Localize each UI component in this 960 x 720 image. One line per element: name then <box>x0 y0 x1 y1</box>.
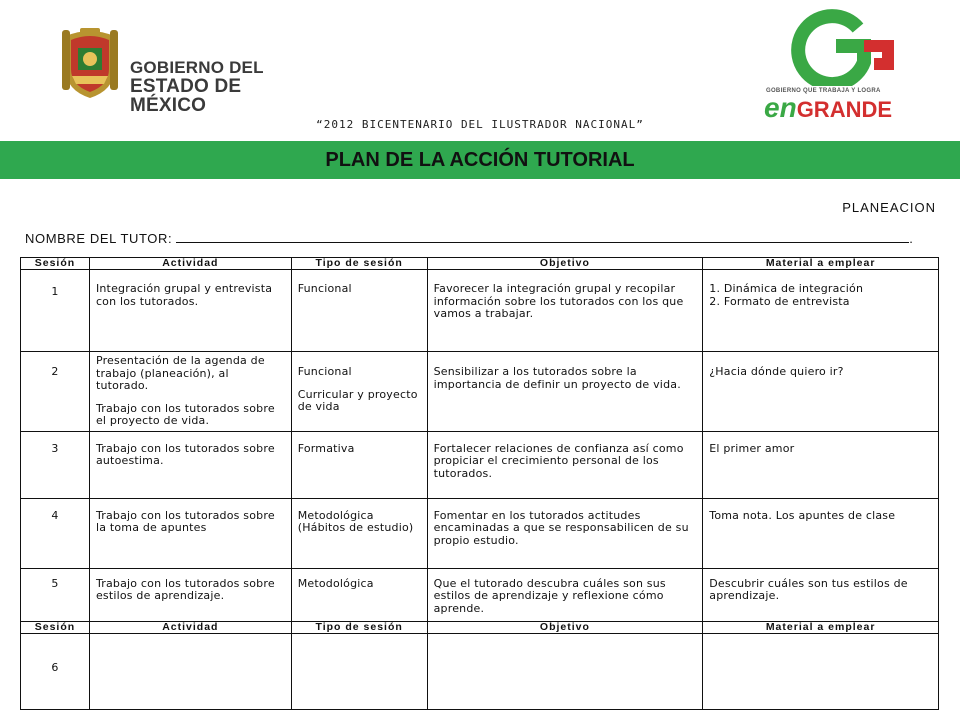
slogan-text: GOBIERNO QUE TRABAJA Y LOGRA <box>766 88 881 94</box>
session-type-cell <box>291 352 427 432</box>
session-type-cell <box>291 633 427 709</box>
objective-cell: Favorecer la integración grupal y recopilar información sobre los tutorados con los que vamos a trabajar. <box>427 270 703 352</box>
gov-line-1: GOBIERNO DEL <box>130 58 264 77</box>
session-number: 3 <box>21 431 90 498</box>
activity-text: Trabajo con los tutorados sobre autoestima. <box>95 441 275 467</box>
table-row <box>21 568 939 621</box>
page-title: PLAN DE LA ACCIÓN TUTORIAL <box>325 149 635 171</box>
table-row <box>21 270 939 352</box>
session-type-cell <box>291 498 427 568</box>
header-objetivo: Objetivo <box>427 621 703 633</box>
activity-text: Integración grupal y entrevista con los tutorados. <box>95 282 273 308</box>
header-tipo: Tipo de sesión <box>291 621 427 633</box>
session-number: 2 <box>21 352 90 432</box>
tutor-name-blank <box>176 231 909 243</box>
session-type-text: Metodológica <box>297 576 374 590</box>
header-objetivo: Objetivo <box>427 258 703 270</box>
bicentenario-text: “2012 BICENTENARIO DEL ILUSTRADOR NACIONAL” <box>316 118 644 131</box>
activity-text: Presentación de la agenda de trabajo (planeación), al tutorado. <box>95 354 265 392</box>
header-sesion: Sesión <box>21 621 90 633</box>
header-actividad: Actividad <box>89 258 291 270</box>
activity-cell <box>89 498 291 568</box>
session-type-text: Metodológica (Hábitos de estudio) <box>297 508 414 534</box>
objective-cell: Fortalecer relaciones de confianza así como propiciar el crecimiento personal de los tutorados. <box>427 431 703 498</box>
engrande-logo <box>760 6 910 123</box>
g-logo-icon <box>760 6 910 86</box>
table-header-row-repeat <box>21 621 939 633</box>
session-number: 4 <box>21 498 90 568</box>
tutor-name-line <box>25 231 913 246</box>
header-material: Material a emplear <box>703 258 939 270</box>
activity-cell <box>89 568 291 621</box>
header-sesion: Sesión <box>21 258 90 270</box>
activity-cell <box>89 270 291 352</box>
activity-cell <box>89 633 291 709</box>
table-row <box>21 498 939 568</box>
table-row <box>21 431 939 498</box>
planeacion-label: PLANEACION <box>842 200 936 215</box>
header-actividad: Actividad <box>89 621 291 633</box>
table-row <box>21 352 939 432</box>
gobierno-estado-mexico-logo <box>58 26 308 116</box>
session-type-cell <box>291 568 427 621</box>
coat-of-arms-icon <box>58 26 122 100</box>
session-type-cell <box>291 270 427 352</box>
session-type-text: Funcional <box>297 365 352 378</box>
header-material: Material a emplear <box>703 621 939 633</box>
material-text: 1. Dinámica de integración <box>709 282 864 295</box>
session-type-text: Funcional <box>297 282 352 295</box>
activity-text: Trabajo con los tutorados sobre el proyecto de vida. <box>95 401 275 427</box>
activity-cell <box>89 431 291 498</box>
tutor-line-end: . <box>909 231 914 246</box>
title-bar <box>0 141 960 179</box>
session-type-text: Curricular y proyecto de vida <box>297 387 418 413</box>
activity-cell <box>89 352 291 432</box>
material-cell <box>703 431 939 498</box>
brand-en: en <box>764 92 797 123</box>
activity-text: Trabajo con los tutorados sobre la toma de apuntes <box>95 508 275 534</box>
table-header-row <box>21 258 939 270</box>
header-tipo: Tipo de sesión <box>291 258 427 270</box>
material-text: ¿Hacia dónde quiero ir? <box>709 365 844 378</box>
session-number: 5 <box>21 568 90 621</box>
material-text: El primer amor <box>709 441 795 455</box>
material-cell <box>703 568 939 621</box>
session-number: 1 <box>21 270 90 352</box>
session-type-text: Formativa <box>297 441 355 455</box>
table-row <box>21 633 939 709</box>
objective-cell: Que el tutorado descubra cuáles son sus estilos de aprendizaje y reflexione cómo aprende. <box>427 568 703 621</box>
objective-cell: Fomentar en los tutorados actitudes encaminadas a que se responsabilicen de su propio estudio. <box>427 498 703 568</box>
session-number: 6 <box>21 633 90 709</box>
plan-table <box>20 257 939 710</box>
material-text: Toma nota. Los apuntes de clase <box>709 508 896 522</box>
material-cell <box>703 270 939 352</box>
material-cell <box>703 352 939 432</box>
objective-cell: Sensibilizar a los tutorados sobre la importancia de definir un proyecto de vida. <box>427 352 703 432</box>
material-cell <box>703 498 939 568</box>
material-cell <box>703 633 939 709</box>
session-type-cell <box>291 431 427 498</box>
material-text: Descubrir cuáles son tus estilos de aprendizaje. <box>709 576 908 602</box>
gobierno-text <box>130 58 308 115</box>
material-text: 2. Formato de entrevista <box>709 294 850 308</box>
gov-line-2: ESTADO DE MÉXICO <box>130 76 242 116</box>
activity-text: Trabajo con los tutorados sobre estilos de aprendizaje. <box>95 576 275 602</box>
brand-grande: GRANDE <box>796 97 893 122</box>
objective-cell <box>427 633 703 709</box>
tutor-label: NOMBRE DEL TUTOR: <box>25 231 173 246</box>
